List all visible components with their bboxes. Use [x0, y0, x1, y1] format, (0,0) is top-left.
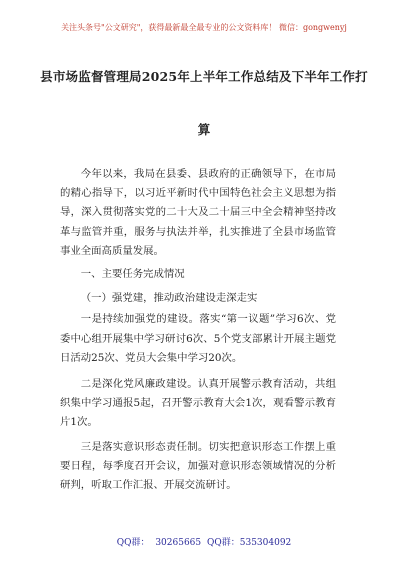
- promo-header-note: 关注头条号"公文研究"，获得最新最全最专业的公文资料库！ 微信：gongwenyj: [61, 23, 347, 32]
- subsection-heading: （一）强党建，推动政治建设走深走实: [80, 292, 258, 305]
- qq-group-footer: QQ群： 30265665 QQ群：535304092: [116, 538, 292, 548]
- document-title-continued: 算: [197, 122, 211, 137]
- document-title: 县市场监督管理局2025年上半年工作总结及下半年工作打: [40, 69, 368, 84]
- document-body: [60, 165, 336, 495]
- section-heading: 一、主要任务完成情况: [80, 268, 185, 281]
- intro-paragraph: 今年以来，我局在县委、县政府的正确领导下，在市局的精心指导下，以习近平新时代中国特色社会主义思想为指导，深入贯彻落实党的二十大及二十届三中全会精神坚持改革与监管并重，服务与执法并举，扎实推进了全县市场监管事业全面高质量发展。: [60, 168, 336, 257]
- body-paragraph: 一是持续加强党的建设。落实“第一议题”学习6次、党委中心组开展集中学习研讨6次、5个党支部累计开展主题党日活动25次、党员大会集中学习20次。: [60, 313, 336, 364]
- body-paragraph: 三是落实意识形态责任制。切实把意识形态工作摆上重要日程，每季度召开会议，加强对意识形态领域情况的分析研判，听取工作汇报、开展交流研讨。: [60, 440, 336, 492]
- body-paragraph: 二是深化党风廉政建设。认真开展警示教育活动，共组织集中学习通报5起，召开警示教育大会1次，观看警示教育片1次。: [60, 378, 336, 429]
